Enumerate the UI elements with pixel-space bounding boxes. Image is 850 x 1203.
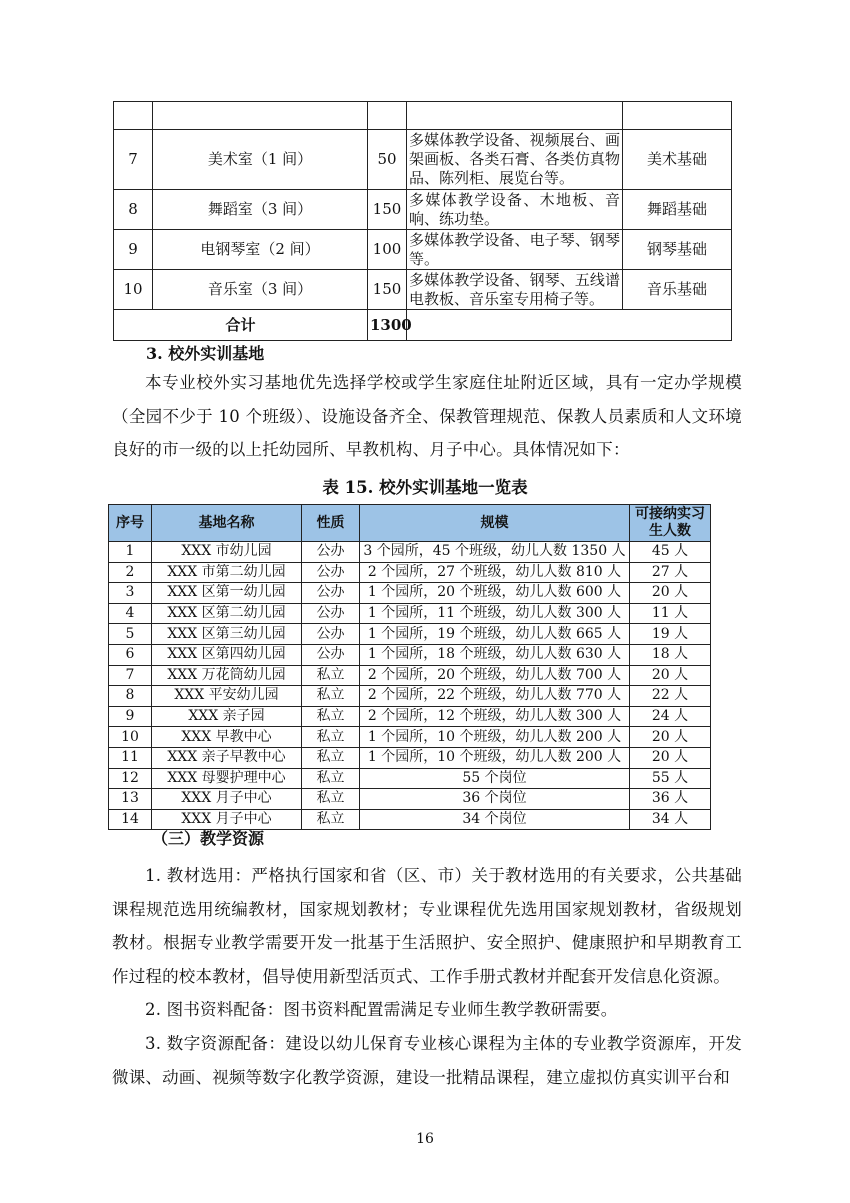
base-scale: 2 个园所，22 个班级，幼儿人数 770 人 [360, 686, 630, 707]
paragraph-digital: 3. 数字资源配备：建设以幼儿保育专业核心课程为主体的专业教学资源库，开发微课、动画、视频等数字化教学资源，建设一批精品课程，建立虚拟仿真实训平台和 [112, 1034, 742, 1087]
base-type: 私立 [302, 809, 360, 830]
header-cell: 性质 [302, 505, 360, 542]
base-type: 公办 [302, 583, 360, 604]
row-number: 9 [114, 230, 153, 270]
base-type: 公办 [302, 644, 360, 665]
row-number: 9 [109, 706, 152, 727]
base-type: 私立 [302, 727, 360, 748]
base-type: 公办 [302, 542, 360, 563]
base-type: 公办 [302, 624, 360, 645]
base-name: XXX 区第三幼儿园 [152, 624, 302, 645]
row-number: 2 [109, 562, 152, 583]
section-paragraph: 本专业校外实习基地优先选择学校或学生家庭住址附近区域，具有一定办学规模（全园不少于 10 个班级）、设施设备齐全、保教管理规范、保教人员素质和人文环境良好的市一级的以上托幼园所、早教机构、月子中心。具体情况如下： [112, 373, 742, 459]
intern-capacity: 36 人 [630, 789, 711, 810]
base-scale: 2 个园所，20 个班级，幼儿人数 700 人 [360, 665, 630, 686]
table-row [109, 686, 711, 707]
base-scale: 2 个园所，12 个班级，幼儿人数 300 人 [360, 706, 630, 727]
total-row [114, 310, 732, 341]
row-number: 10 [109, 727, 152, 748]
header-cell: 基地名称 [152, 505, 302, 542]
intern-capacity: 55 人 [630, 768, 711, 789]
intern-capacity: 19 人 [630, 624, 711, 645]
base-scale: 55 个岗位 [360, 768, 630, 789]
base-name: XXX 万花筒幼儿园 [152, 665, 302, 686]
base-name: XXX 月子中心 [152, 789, 302, 810]
purpose: 钢琴基础 [623, 230, 732, 270]
row-number: 13 [109, 789, 152, 810]
intern-capacity: 45 人 [630, 542, 711, 563]
table-row [114, 190, 732, 230]
base-name: XXX 亲子早教中心 [152, 747, 302, 768]
base-name: XXX 月子中心 [152, 809, 302, 830]
base-type: 公办 [302, 603, 360, 624]
base-scale: 2 个园所，27 个班级，幼儿人数 810 人 [360, 562, 630, 583]
base-name: XXX 区第二幼儿园 [152, 603, 302, 624]
table-row [109, 624, 711, 645]
equipment: 多媒体教学设备、木地板、音响、练功垫。 [407, 190, 623, 230]
row-number: 5 [109, 624, 152, 645]
intern-capacity: 27 人 [630, 562, 711, 583]
row-number: 12 [109, 768, 152, 789]
purpose: 美术基础 [623, 130, 732, 190]
table-row [109, 644, 711, 665]
room-name: 音乐室（3 间） [153, 270, 368, 310]
table-row [109, 603, 711, 624]
base-scale: 1 个园所，11 个班级，幼儿人数 300 人 [360, 603, 630, 624]
equipment: 多媒体教学设备、视频展台、画架画板、各类石膏、各类仿真物品、陈列柜、展览台等。 [407, 130, 623, 190]
intern-capacity: 22 人 [630, 686, 711, 707]
capacity: 150 [368, 270, 407, 310]
intern-capacity: 24 人 [630, 706, 711, 727]
room-name: 舞蹈室（3 间） [153, 190, 368, 230]
capacity: 150 [368, 190, 407, 230]
intern-capacity: 20 人 [630, 747, 711, 768]
total-value: 1300 [368, 310, 407, 341]
table-row [109, 768, 711, 789]
table-row [109, 747, 711, 768]
base-scale: 36 个岗位 [360, 789, 630, 810]
row-number: 4 [109, 603, 152, 624]
row-number: 10 [114, 270, 153, 310]
table-caption: 表 15. 校外实训基地一览表 [322, 478, 528, 497]
section-heading: （三）教学资源 [152, 829, 265, 848]
room-name: 电钢琴室（2 间） [153, 230, 368, 270]
paragraph-textbooks: 1. 教材选用：严格执行国家和省（区、市）关于教材选用的有关要求，公共基础课程规范选用统编教材，国家规划教材；专业课程优先选用国家规划教材，省级规划教材。根据专业教学需要开发一批基于生活照护、安全照护、健康照护和早期教育工作过程的校本教材，倡导使用新型活页式、工作手册式教材并配套开发信息化资源。 [112, 866, 742, 986]
table-row [109, 706, 711, 727]
base-type: 私立 [302, 747, 360, 768]
table-row [114, 270, 732, 310]
equipment: 多媒体教学设备、钢琴、五线谱电教板、音乐室专用椅子等。 [407, 270, 623, 310]
base-name: XXX 区第一幼儿园 [152, 583, 302, 604]
base-scale: 3 个园所，45 个班级，幼儿人数 1350 人 [360, 542, 630, 563]
base-scale: 1 个园所，10 个班级，幼儿人数 200 人 [360, 727, 630, 748]
base-name: XXX 区第四幼儿园 [152, 644, 302, 665]
base-type: 私立 [302, 686, 360, 707]
base-scale: 1 个园所，20 个班级，幼儿人数 600 人 [360, 583, 630, 604]
table-row [114, 230, 732, 270]
page-number: 16 [416, 1131, 434, 1147]
purpose: 舞蹈基础 [623, 190, 732, 230]
row-number: 8 [109, 686, 152, 707]
base-type: 私立 [302, 706, 360, 727]
header-cell: 序号 [109, 505, 152, 542]
paragraph-library: 2. 图书资料配备：图书资料配置需满足专业师生教学教研需要。 [145, 1000, 618, 1019]
table-row [114, 102, 732, 130]
room-name: 美术室（1 间） [153, 130, 368, 190]
base-type: 私立 [302, 768, 360, 789]
intern-capacity: 20 人 [630, 583, 711, 604]
row-number: 7 [109, 665, 152, 686]
row-number: 7 [114, 130, 153, 190]
intern-capacity: 18 人 [630, 644, 711, 665]
base-type: 私立 [302, 665, 360, 686]
base-name: XXX 亲子园 [152, 706, 302, 727]
capacity: 100 [368, 230, 407, 270]
purpose: 音乐基础 [623, 270, 732, 310]
base-scale: 1 个园所，18 个班级，幼儿人数 630 人 [360, 644, 630, 665]
base-scale: 34 个岗位 [360, 809, 630, 830]
row-number: 3 [109, 583, 152, 604]
intern-capacity: 34 人 [630, 809, 711, 830]
header-cell: 可接纳实习生人数 [630, 505, 711, 542]
base-scale: 1 个园所，10 个班级，幼儿人数 200 人 [360, 747, 630, 768]
base-type: 私立 [302, 789, 360, 810]
table-header-row [109, 505, 711, 542]
intern-capacity: 20 人 [630, 665, 711, 686]
base-name: XXX 母婴护理中心 [152, 768, 302, 789]
base-name: XXX 平安幼儿园 [152, 686, 302, 707]
table-row [109, 562, 711, 583]
table-row [109, 789, 711, 810]
capacity: 50 [368, 130, 407, 190]
table-row [114, 130, 732, 190]
intern-capacity: 20 人 [630, 727, 711, 748]
table-row [109, 665, 711, 686]
base-name: XXX 早教中心 [152, 727, 302, 748]
base-type: 公办 [302, 562, 360, 583]
base-scale: 1 个园所，19 个班级，幼儿人数 665 人 [360, 624, 630, 645]
intern-capacity: 11 人 [630, 603, 711, 624]
table-row [109, 542, 711, 563]
base-name: XXX 市幼儿园 [152, 542, 302, 563]
table-row [109, 583, 711, 604]
row-number: 6 [109, 644, 152, 665]
row-number: 1 [109, 542, 152, 563]
table-row [109, 727, 711, 748]
training-room-table [113, 101, 732, 341]
equipment: 多媒体教学设备、电子琴、钢琴等。 [407, 230, 623, 270]
external-base-table [108, 504, 711, 830]
row-number: 11 [109, 747, 152, 768]
total-label: 合计 [114, 310, 368, 341]
row-number: 14 [109, 809, 152, 830]
header-cell: 规模 [360, 505, 630, 542]
section-heading: 3. 校外实训基地 [146, 344, 265, 363]
base-name: XXX 市第二幼儿园 [152, 562, 302, 583]
row-number: 8 [114, 190, 153, 230]
